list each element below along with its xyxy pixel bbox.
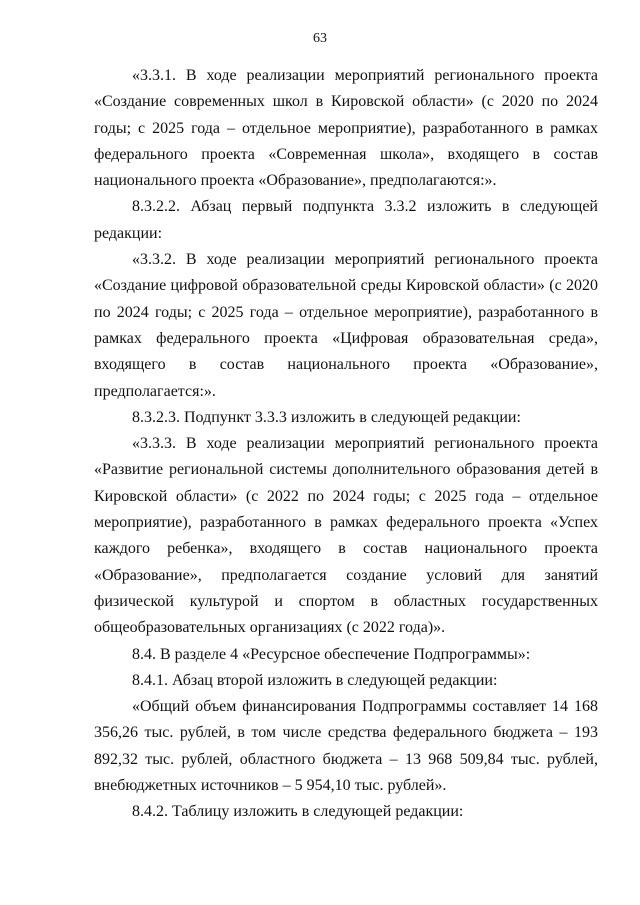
document-body xyxy=(94,63,598,826)
page-number: 63 xyxy=(313,31,327,46)
paragraph-8-3-2-3: 8.3.2.3. Подпункт 3.3.3 изложить в следующей редакции: xyxy=(132,408,521,426)
paragraph-financing: «Общий объем финансирования Подпрограммы составляет 14 168 356,26 тыс. рублей, в том числе средства федерального бюджета – 193 892,32 тыс. рублей, областного бюджета – 13 968 509,84 тыс. рублей, внебюджетных источников – 5 954,10 тыс. рублей». xyxy=(94,698,598,795)
paragraph-8-3-2-2: 8.3.2.2. Абзац первый подпункта 3.3.2 изложить в следующей редакции: xyxy=(94,198,598,242)
paragraph-3-3-1: «3.3.1. В ходе реализации мероприятий регионального проекта «Создание современных школ в Кировской области» (с 2020 по 2024 годы; с 2025 года – отдельное мероприятие), разработанного в рамках федерального проекта «Современная школа», входящего в состав национального проекта «Образование», предполагаются:». xyxy=(94,67,598,190)
paragraph-3-3-2: «3.3.2. В ходе реализации мероприятий регионального проекта «Создание цифровой образовательной среды Кировской области» (с 2020 по 2024 годы; с 2025 года – отдельное мероприятие), разработанного в рамках федерального проекта «Цифровая образовательная среда», входящего в состав национального проекта «Образование», предполагается:». xyxy=(94,251,598,400)
paragraph-8-4-2: 8.4.2. Таблицу изложить в следующей редакции: xyxy=(132,803,464,821)
paragraph-3-3-3: «3.3.3. В ходе реализации мероприятий регионального проекта «Развитие региональной системы дополнительного образования детей в Кировской области» (с 2022 по 2024 годы; с 2025 года – отдельное мероприятие), разработанного в рамках федерального проекта «Успех каждого ребенка», входящего в состав национального проекта «Образование», предполагается создание условий для занятий физической культурой и спортом в областных государственных общеобразовательных организациях (с 2022 года)». xyxy=(94,435,598,637)
paragraph-8-4: 8.4. В разделе 4 «Ресурсное обеспечение Подпрограммы»: xyxy=(132,645,531,663)
paragraph-8-4-1: 8.4.1. Абзац второй изложить в следующей редакции: xyxy=(132,671,498,689)
